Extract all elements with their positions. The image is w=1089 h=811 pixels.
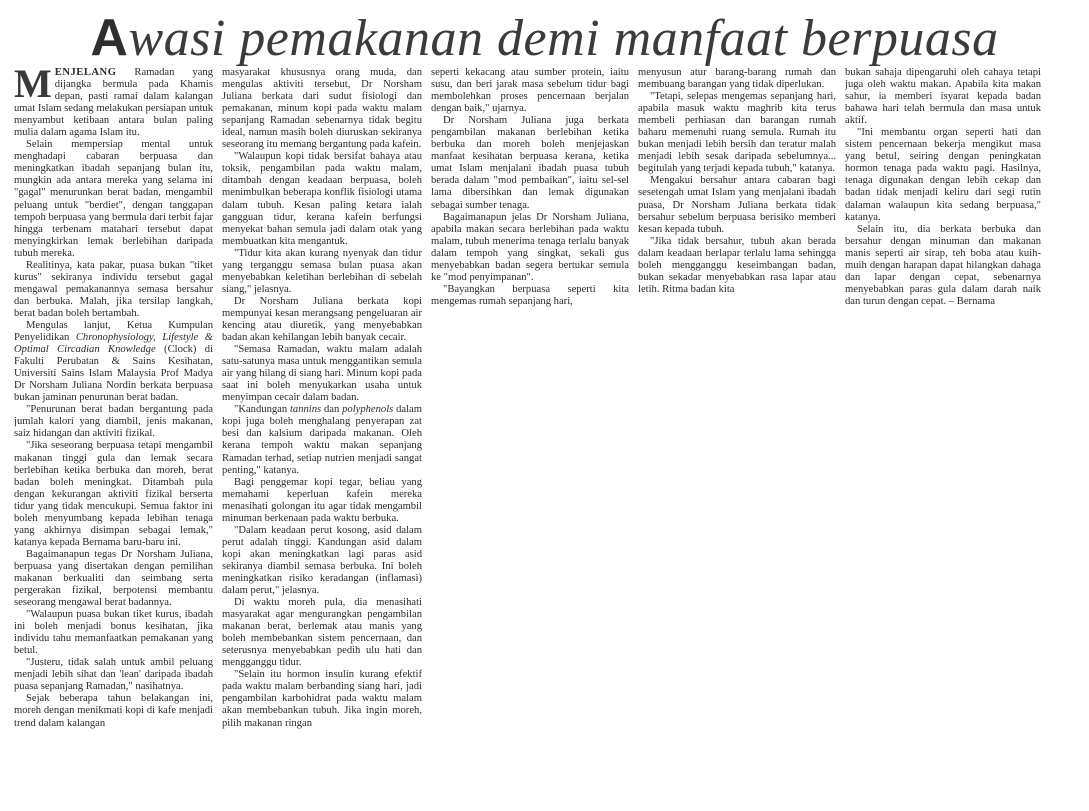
- paragraph: "Justeru, tidak salah untuk ambil peluang menjadi lebih sihat dan 'lean' daripada ibadah puasa sepanjang Ramadan," nasihatnya.: [14, 657, 213, 693]
- paragraph: Bagaimanapun jelas Dr Norsham Juliana, apabila makan secara berlebihan pada waktu malam, tubuh menerima tenaga terlalu banyak dalam tempoh yang singkat, sekali gus menyebabkan badan segera bertukar semula ke "mod penyimpanan".: [431, 211, 629, 283]
- paragraph: "Tidur kita akan kurang nyenyak dan tidur yang terganggu semasa bulan puasa akan menyebabkan keletihan berlebihan di sebelah siang," jelasnya.: [222, 247, 422, 295]
- paragraph: Bagi penggemar kopi tegar, beliau yang memahami keperluan kafein mereka menasihati golongan itu agar tidak mengambil minuman berkenaan pada waktu berbuka.: [222, 476, 422, 524]
- paragraph-chrono: [14, 320, 213, 404]
- paragraph: Dr Norsham Juliana berkata kopi mempunyai kesan merangsang pengeluaran air kencing atau diuretik, yang menyebabkan badan akan kehilangan lebih banyak cecair.: [222, 295, 422, 344]
- paragraph: masyarakat khususnya orang muda, dan mengulas aktiviti tersebut, Dr Norsham Juliana berkata dari sudut fisiologi dan pemakanan, minum kopi pada waktu malam sepanjang Ramadan sebenarnya tidak begitu ideal, namun masih boleh diuruskan sekiranya seseorang itu memang bergantung pada kafein.: [222, 67, 422, 151]
- paragraph: Di waktu moreh pula, dia menasihati masyarakat agar mengurangkan pengambilan makanan berat, berlemak atau manis yang boleh membebankan sistem pencernaan, dan seterusnya menyebabkan pedih ulu hati dan mengganggu tidur.: [222, 597, 422, 669]
- paragraph: Dr Norsham Juliana juga berkata pengambilan makanan berlebihan ketika berbuka dan moreh boleh menjejaskan manfaat kesihatan berpuasa kerana, ketika umat Islam menjalani ibadah puasa tubuh berada dalam "mod pembaikan", iaitu sel-sel lama dibersihkan dan lemak digunakan sebagai sumber tenaga.: [431, 115, 629, 211]
- lead-text: Ramadan yang dijangka bermula pada Khamis depan, pasti ramai dalam kalangan umat Islam sedang melakukan persiapan untuk menyambut ketibaan antara bulan paling mulia dalam agama Islam itu.: [14, 67, 213, 139]
- chrono-italic: Chronophysiology, Lifestyle & Optimal Circadian Knowledge: [14, 332, 213, 356]
- paragraph: Realitinya, kata pakar, puasa bukan "tiket kurus" sekiranya individu tersebut gagal mengawal pemakanannya semasa bersahur dan berbuka. Malah, jika tersilap langkah, berat badan boleh bertambah.: [14, 259, 213, 319]
- tannins-before: "Kandungan: [234, 404, 290, 416]
- polyphenols-italic: polyphenols: [342, 404, 394, 416]
- paragraph: bukan sahaja dipengaruhi oleh cahaya tetapi juga oleh waktu makan. Apabila kita makan sahur, ia memberi isyarat kepada badan bahawa hari telah bermula dan masa untuk aktif.: [845, 67, 1041, 127]
- drop-cap: M: [14, 67, 52, 106]
- tannins-middle: dan: [321, 404, 343, 416]
- paragraph: Bagaimanapun tegas Dr Norsham Juliana, berpuasa yang disertakan dengan pemilihan makanan berkualiti dan seimbang serta pergerakan fizikal, berpotensi membantu seseorang mengawal berat badannya.: [14, 548, 213, 609]
- column-4: [638, 67, 836, 807]
- paragraph: "Ini membantu organ seperti hati dan sistem pencernaan bekerja mengikut masa yang betul, seiring dengan peningkatan hormon tenaga pada waktu pagi. Hasilnya, tenaga digunakan dengan lebih cekap dan badan tidak menjadi keliru dari segi rutin dalaman walaupun kita sedang berpuasa," katanya.: [845, 127, 1041, 223]
- paragraph: "Semasa Ramadan, waktu malam adalah satu-satunya masa untuk menggantikan semula air yang hilang di siang hari. Minum kopi pada saat ini boleh menyukarkan usaha untuk menyimpan cecair dalam badan.: [222, 344, 422, 404]
- column-5: [845, 67, 1041, 807]
- paragraph: "Penurunan berat badan bergantung pada jumlah kalori yang diambil, jenis makanan, saiz hidangan dan aktiviti fizikal.: [14, 404, 213, 440]
- chrono-after: (Clock) di Fakulti Perubatan & Sains Kesihatan, Universiti Sains Islam Malaysia Prof Madya Dr Norsham Juliana Nordin berkata berpuasa bukan jaminan penurunan berat badan.: [14, 344, 213, 404]
- column-3: [431, 67, 629, 807]
- chrono-before: Mengulas lanjut, Ketua Kumpulan Penyelidikan: [14, 319, 213, 344]
- column-2: [222, 67, 422, 807]
- column-1: [14, 67, 213, 807]
- paragraph: Selain mempersiap mental untuk menghadapi cabaran berpuasa dan meningkatkan ibadah sepanjang bulan itu, mungkin ada antara mereka yang selama ini "gagal" menurunkan berat badan, mengambil peluang untuk "berdiet", dengan tanggapan tempoh berpuasa yang bermula dari terbit fajar hingga terbenam matahari tersebut dapat menyingkirkan lemak berlebihan daripada tubuh mereka.: [14, 139, 213, 259]
- paragraph: "Tetapi, selepas mengemas sepanjang hari, apabila masuk waktu maghrib kita terus membeli perhiasan dan barangan rumah baharu memenuhi ruang semula. Rumah itu bukan menjadi lebih bersih dan teratur malah menjadi lebih sesak daripada sebelumnya... begitulah yang terjadi kepada tubuh," katanya.: [638, 91, 836, 175]
- headline-first-letter: A: [90, 9, 129, 67]
- paragraph: "Selain itu hormon insulin kurang efektif pada waktu malam berbanding siang hari, jadi pengambilan karbohidrat pada waktu malam akan membebankan tubuh. Jika ingin moreh, pilih makanan ringan: [222, 669, 422, 729]
- headline: [0, 8, 1089, 69]
- paragraph: "Jika tidak bersahur, tubuh akan berada dalam keadaan berlapar terlalu lama sehingga boleh mengganggu keseimbangan badan, bukan sekadar menyebabkan rasa lapar atau letih. Ritma badan kita: [638, 235, 836, 295]
- tannins-after: dalam kopi juga boleh menghalang penyerapan zat besi dan kalsium daripada makanan. Oleh kerana tempoh waktu makan sepanjang Ramadan terhad, setiap nutrien menjadi sangat penting," katanya.: [222, 404, 422, 476]
- paragraph: "Dalam keadaan perut kosong, asid dalam perut adalah tinggi. Kandungan asid dalam kopi akan meningkatkan lagi paras asid sekiranya diambil semasa berbuka. Ini boleh meningkatkan risiko keradangan (inflamasi) dalam perut," jelasnya.: [222, 524, 422, 597]
- article-columns: [14, 67, 1080, 807]
- paragraph: "Bayangkan berpuasa seperti kita mengemas rumah sepanjang hari,: [431, 283, 629, 307]
- lead-caps: ENJELANG: [54, 67, 117, 78]
- lead-paragraph: [14, 67, 213, 139]
- tannins-italic: tannins: [289, 404, 322, 416]
- paragraph: "Walaupun kopi tidak bersifat bahaya atau toksik, pengambilan pada waktu malam, ditambah dengan keadaan berpuasa, boleh menimbulkan beberapa konflik fisiologi utama dalam tubuh. Kesan paling ketara ialah gangguan tidur, kerana kafein berfungsi menyekat bahan semula jadi dalam otak yang membuatkan kita mengantuk.: [222, 151, 422, 247]
- paragraph: "Walaupun puasa bukan tiket kurus, ibadah ini boleh menjadi bonus kesihatan, jika individu tahu memanfaatkan pemakanan yang betul.: [14, 609, 213, 657]
- headline-rest: wasi pemakanan demi manfaat berpuasa: [128, 10, 999, 67]
- paragraph: Selain itu, dia berkata berbuka dan bersahur dengan minuman dan makanan manis seperti air sirap, teh boba atau kuih-muih dengan harapan dapat hilangkan dahaga dan lapar dengan cepat, sebenarnya menyebabkan paras gula dalam darah naik dan turun dengan cepat. – Bernama: [845, 223, 1041, 307]
- paragraph: Mengakui bersahur antara cabaran bagi sesetengah umat Islam yang menjalani ibadah puasa, Dr Norsham Juliana berkata tidak bersahur sebelum berpuasa berisiko memberi kesan kepada tubuh.: [638, 175, 836, 235]
- paragraph: menyusun atur barang-barang rumah dan membuang barangan yang tidak diperlukan.: [638, 67, 836, 91]
- paragraph-tannins: [222, 404, 422, 476]
- paragraph: "Jika seseorang berpuasa tetapi mengambil makanan tinggi gula dan lemak secara berlebihan ketika berbuka dan moreh, berat badan boleh meningkat. Ditambah pula dengan kekurangan aktiviti fizikal berserta tidur yang tidak mencukupi. Semua faktor ini boleh menyumbang kepada lebihan tenaga yang akhirnya disimpan sebagai lemak," katanya kepada Bernama baru-baru ini.: [14, 440, 213, 548]
- paragraph: seperti kekacang atau sumber protein, iaitu susu, dan beri jarak masa sebelum tidur bagi membolehkan proses pencernaan berjalan dengan baik," ujarnya.: [431, 67, 629, 115]
- paragraph: Sejak beberapa tahun belakangan ini, moreh dengan menikmati kopi di kafe menjadi trend dalam kalangan: [14, 693, 213, 729]
